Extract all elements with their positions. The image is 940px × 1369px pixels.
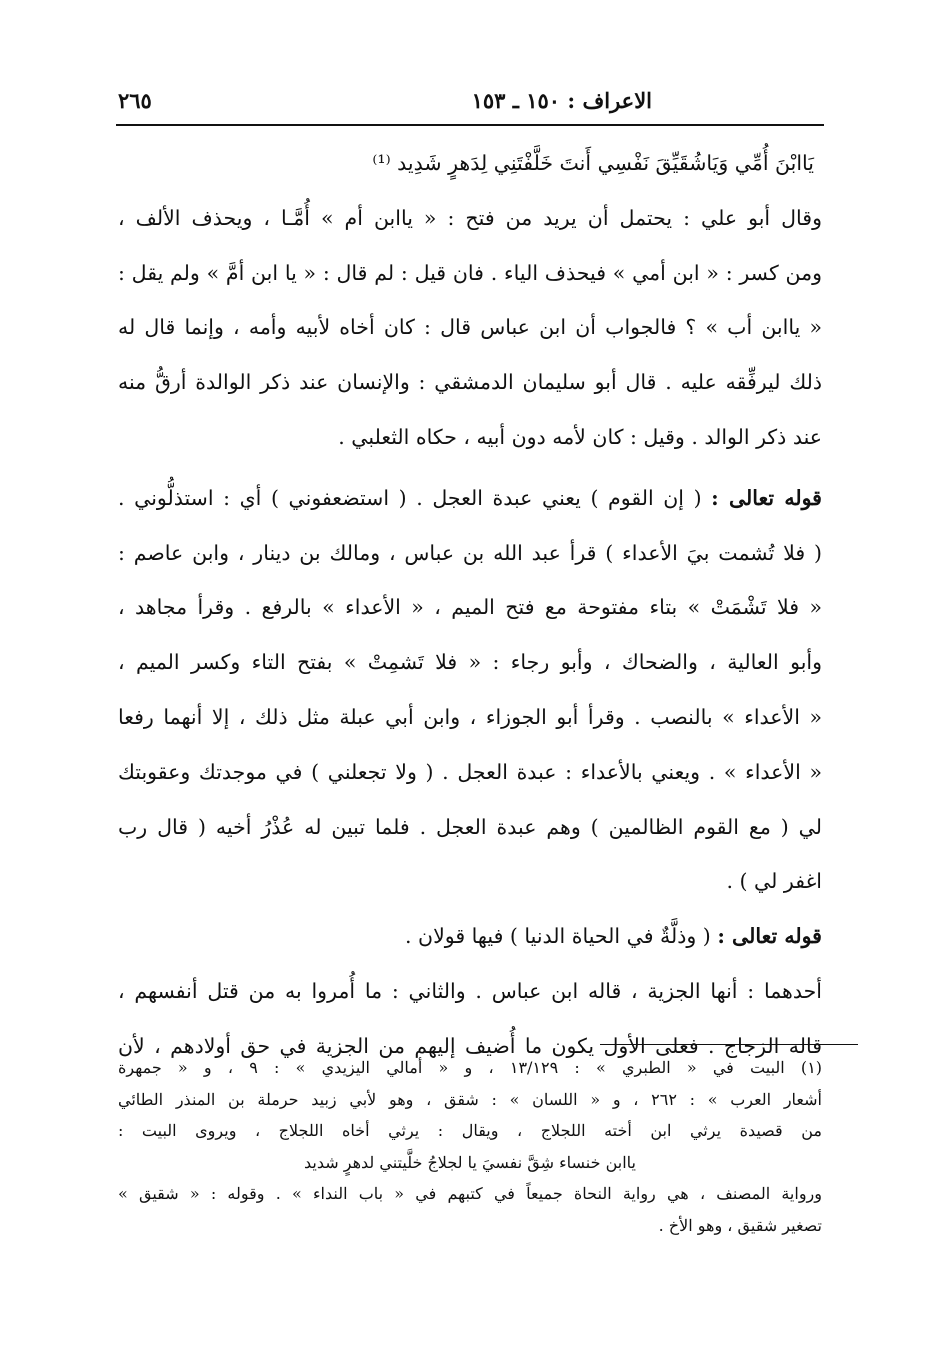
text-line: اغفر لي ) . [726, 869, 822, 894]
main-text [118, 136, 822, 1074]
heading-text: ( وذلَّةٌ في الحياة الدنيا ) فيها قولان . [405, 924, 711, 949]
footnote-line: ورواية المصنف ، هي رواية النحاة جميعاً في كتبهم في « باب النداء » . وقوله : « شقيق » [118, 1184, 822, 1203]
running-title: الاعراف : ١٥٠ ـ ١٥٣ [471, 88, 652, 113]
text-line: وقال أبو علي : يحتمل أن يريد من فتح : « ياابن أم » أُمَّـا ، ويحذف الألف ، [118, 205, 822, 230]
footnote-line: أشعار العرب » : ٢٦٢ ، و « اللسان » : شقق ، وهو لأبي زبيد حرملة بن المنذر الطائي [118, 1089, 822, 1109]
header-rule [116, 124, 824, 126]
text-line: أحدهما : أنها الجزية ، قاله ابن عباس . والثاني : ما أُمروا به من قتل أنفسهم ، [118, 978, 822, 1003]
text-line: « ياابن أب » ؟ فالجواب أن ابن عباس قال : كان أخاه لأبيه وأمه ، وإنما قال له [118, 315, 822, 340]
text-line: ذلك ليرفِّقه عليه . قال أبو سليمان الدمشقي : والإنسان عند ذكر الوالدة أرقُّ منه [118, 370, 822, 395]
footnotes [118, 1052, 822, 1241]
heading-text: ( إن القوم ) يعني عبدة العجل . ( استضعفوني ) أي : استذلُّوني . [118, 485, 702, 510]
text-line: عند ذكر الوالد . وقيل : كان لأمه دون أبيه ، حكاه الثعلبي . [338, 424, 822, 449]
text-line: « فلا تَشْمَتْ » بتاء مفتوحة مع فتح الميم ، « الأعداء » بالرفع . وقرأ مجاهد ، [118, 595, 822, 620]
heading-key: قوله تعالى : [711, 485, 822, 510]
text-line: لي ( مع القوم الظالمين ) وهم عبدة العجل . فلما تبين له عُذْرُ أخيه ( قال رب [118, 814, 822, 839]
text-line: « الأعداء » بالنصب . وقرأ أبو الجوزاء ، وابن أبي عبلة مثل ذلك ، إلا أنهما رفعا [118, 704, 822, 729]
footnote-line: من قصيدة يرثي ابن أخته اللجلاج ، ويقال : يرثي أخاه اللجلاج ، ويروى البيت : [118, 1121, 822, 1140]
page-number: ٢٦٥ [118, 88, 152, 113]
commentary-heading-line [118, 471, 822, 526]
footnote-rule [600, 1044, 858, 1045]
text-line: ( فلا تُشمت بيَ الأعداء ) قرأ عبد الله بن عباس ، ومالك بن دينار ، وابن عاصم : [118, 540, 822, 565]
heading-key: قوله تعالى : [717, 924, 822, 949]
text-line: وأبو العالية ، والضحاك ، وأبو رجاء : « فلا تَشمِتْ » بفتح التاء وكسر الميم ، [118, 650, 822, 675]
running-header [118, 88, 822, 122]
footnote-line: (١) البيت في « الطبري » : ١٣/١٢٩ ، و « أمالي اليزيدي » : ٩ ، و « جمهرة [118, 1058, 822, 1077]
footnote-verse: ياابن خنساء شِقَّ نفسيَ يا لجلاجُ خلَّيتني لدهرٍ شديد [304, 1152, 636, 1172]
text-line: ومن كسر : « ابن أمي » فيحذف الياء . فان قيل : لم قال : « يا ابن أمَّ » ولم يقل : [118, 260, 822, 285]
text-line: قاله الزجاج . فعلى الأول يكون ما أُضيف إليهم من الجزية في حق أولادهم ، لأن [118, 1033, 822, 1058]
verse-line: يَاابْنَ أُمِّي وَيَاشُقَيِّقَ نَفْسِي أَنتَ خَلَّفْتَنِي لِدَهرٍ شَدِيد ⁽¹⁾ [372, 151, 814, 175]
footnote-line: تصغير شقيق ، وهو الأخ . [658, 1215, 822, 1235]
text-line: « الأعداء » . ويعني بالأعداء : عبدة العجل . ( ولا تجعلني ) في موجدتك وعقوبتك [118, 759, 822, 784]
commentary-heading-line [118, 909, 822, 964]
